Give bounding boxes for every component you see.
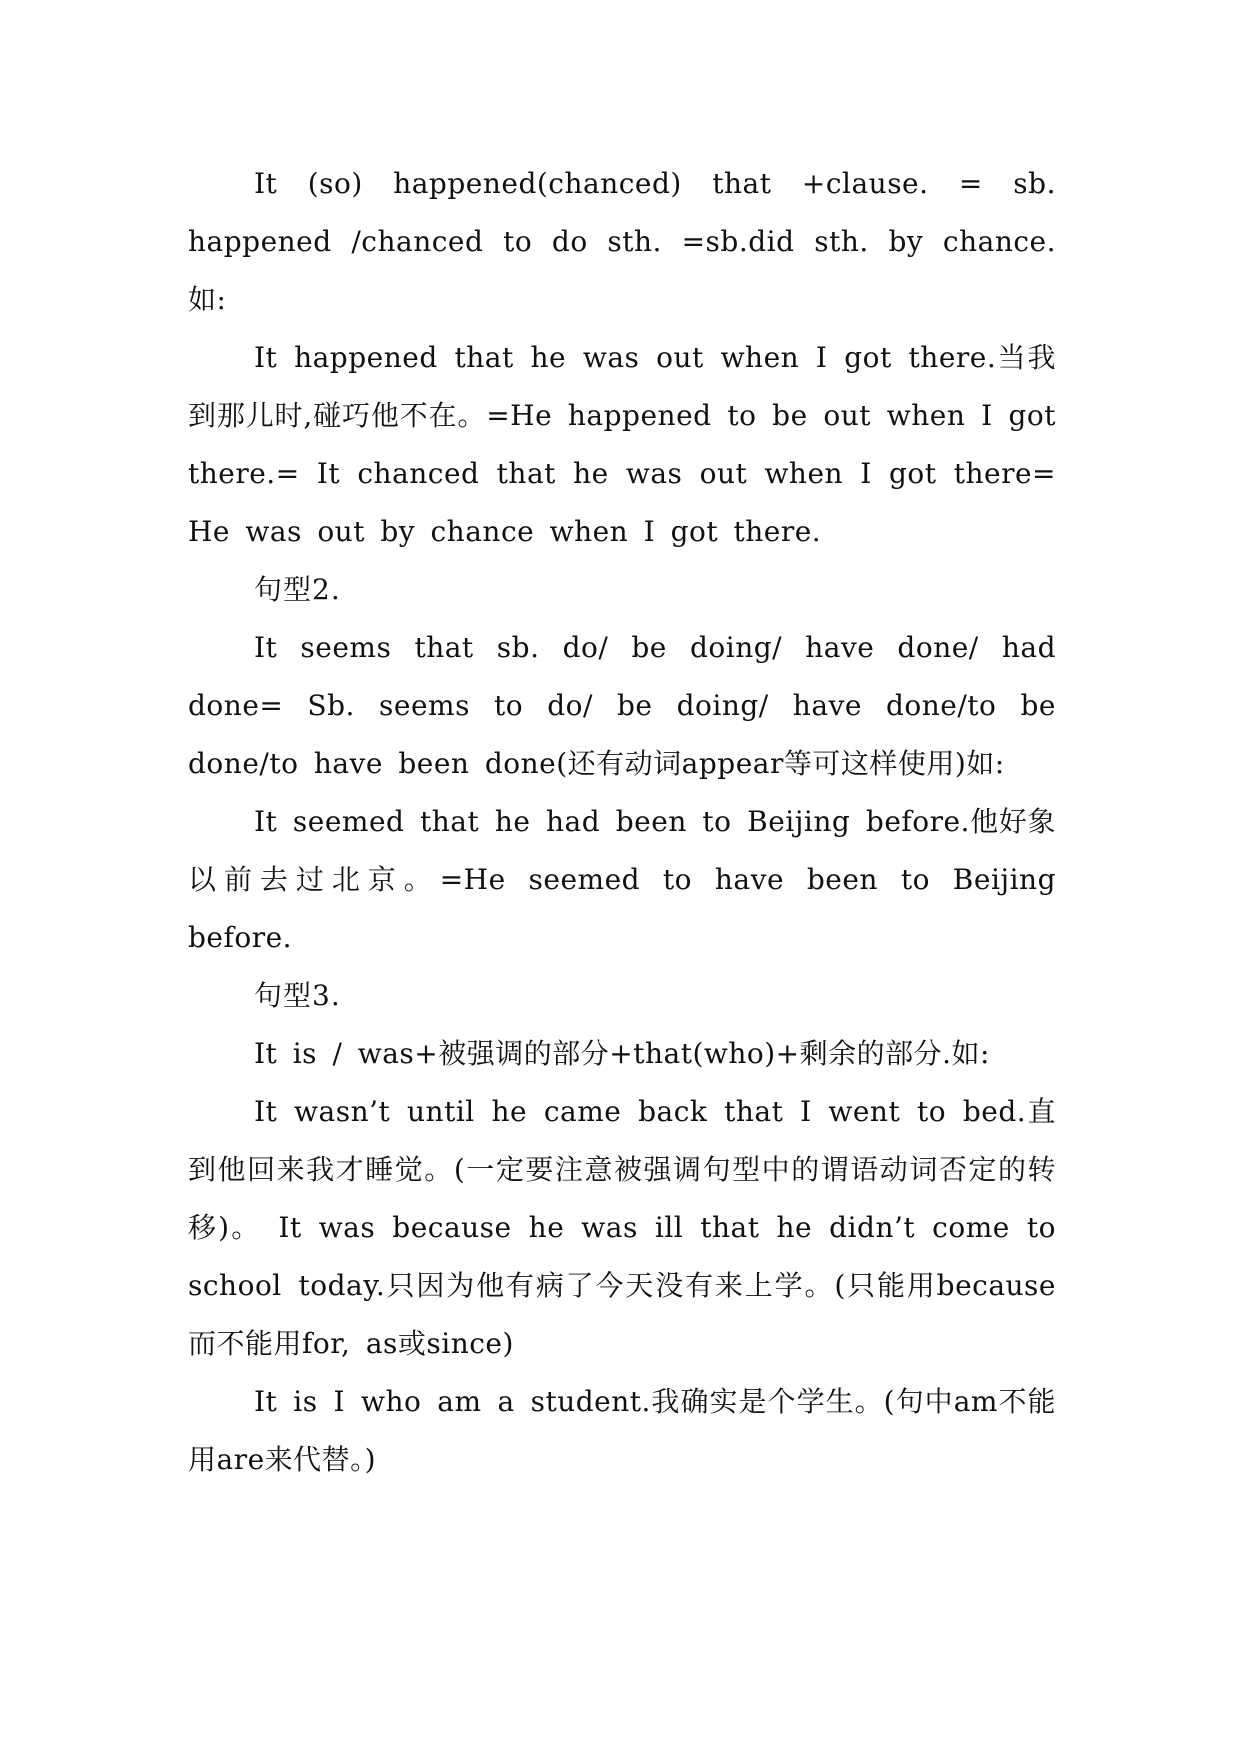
- paragraph-it-seems-example: It seemed that he had been to Beijing before.他好象以前去过北京。=He seemed to have been to Beijing before.: [188, 805, 1056, 954]
- paragraph-emphasis-student-example: It is I who am a student.我确实是个学生。(句中am不能用are来代替。): [188, 1385, 1056, 1476]
- paragraph-it-happened-pattern: It (so) happened(chanced) that +clause. = sb. happened /chanced to do sth. =sb.did sth. by chance. 如:: [188, 167, 1056, 316]
- paragraph-it-happened-example: It happened that he was out when I got there.当我到那儿时,碰巧他不在。=He happened to be out when I got there.= It chanced that he was out when I got there= He was out by chance when I got there.: [188, 341, 1056, 548]
- sentence-pattern-2-heading: 句型2.: [254, 573, 341, 606]
- sentence-pattern-3-heading: 句型3.: [254, 979, 341, 1012]
- paragraph-emphasis-pattern: It is / was+被强调的部分+that(who)+剩余的部分.如:: [254, 1037, 990, 1070]
- document-page: [188, 155, 1056, 1489]
- paragraph-emphasis-examples: It wasn’t until he came back that I went to bed.直到他回来我才睡觉。(一定要注意被强调句型中的谓语动词否定的转移)。 It was because he was ill that he didn’t come to school today.只因为他有病了今天没有来上学。(只能用because而不能用for, as或since): [188, 1095, 1056, 1360]
- paragraph-it-seems-pattern: It seems that sb. do/ be doing/ have done/ had done= Sb. seems to do/ be doing/ have done/to be done/to have been done(还有动词appear等可这样使用)如:: [188, 631, 1056, 780]
